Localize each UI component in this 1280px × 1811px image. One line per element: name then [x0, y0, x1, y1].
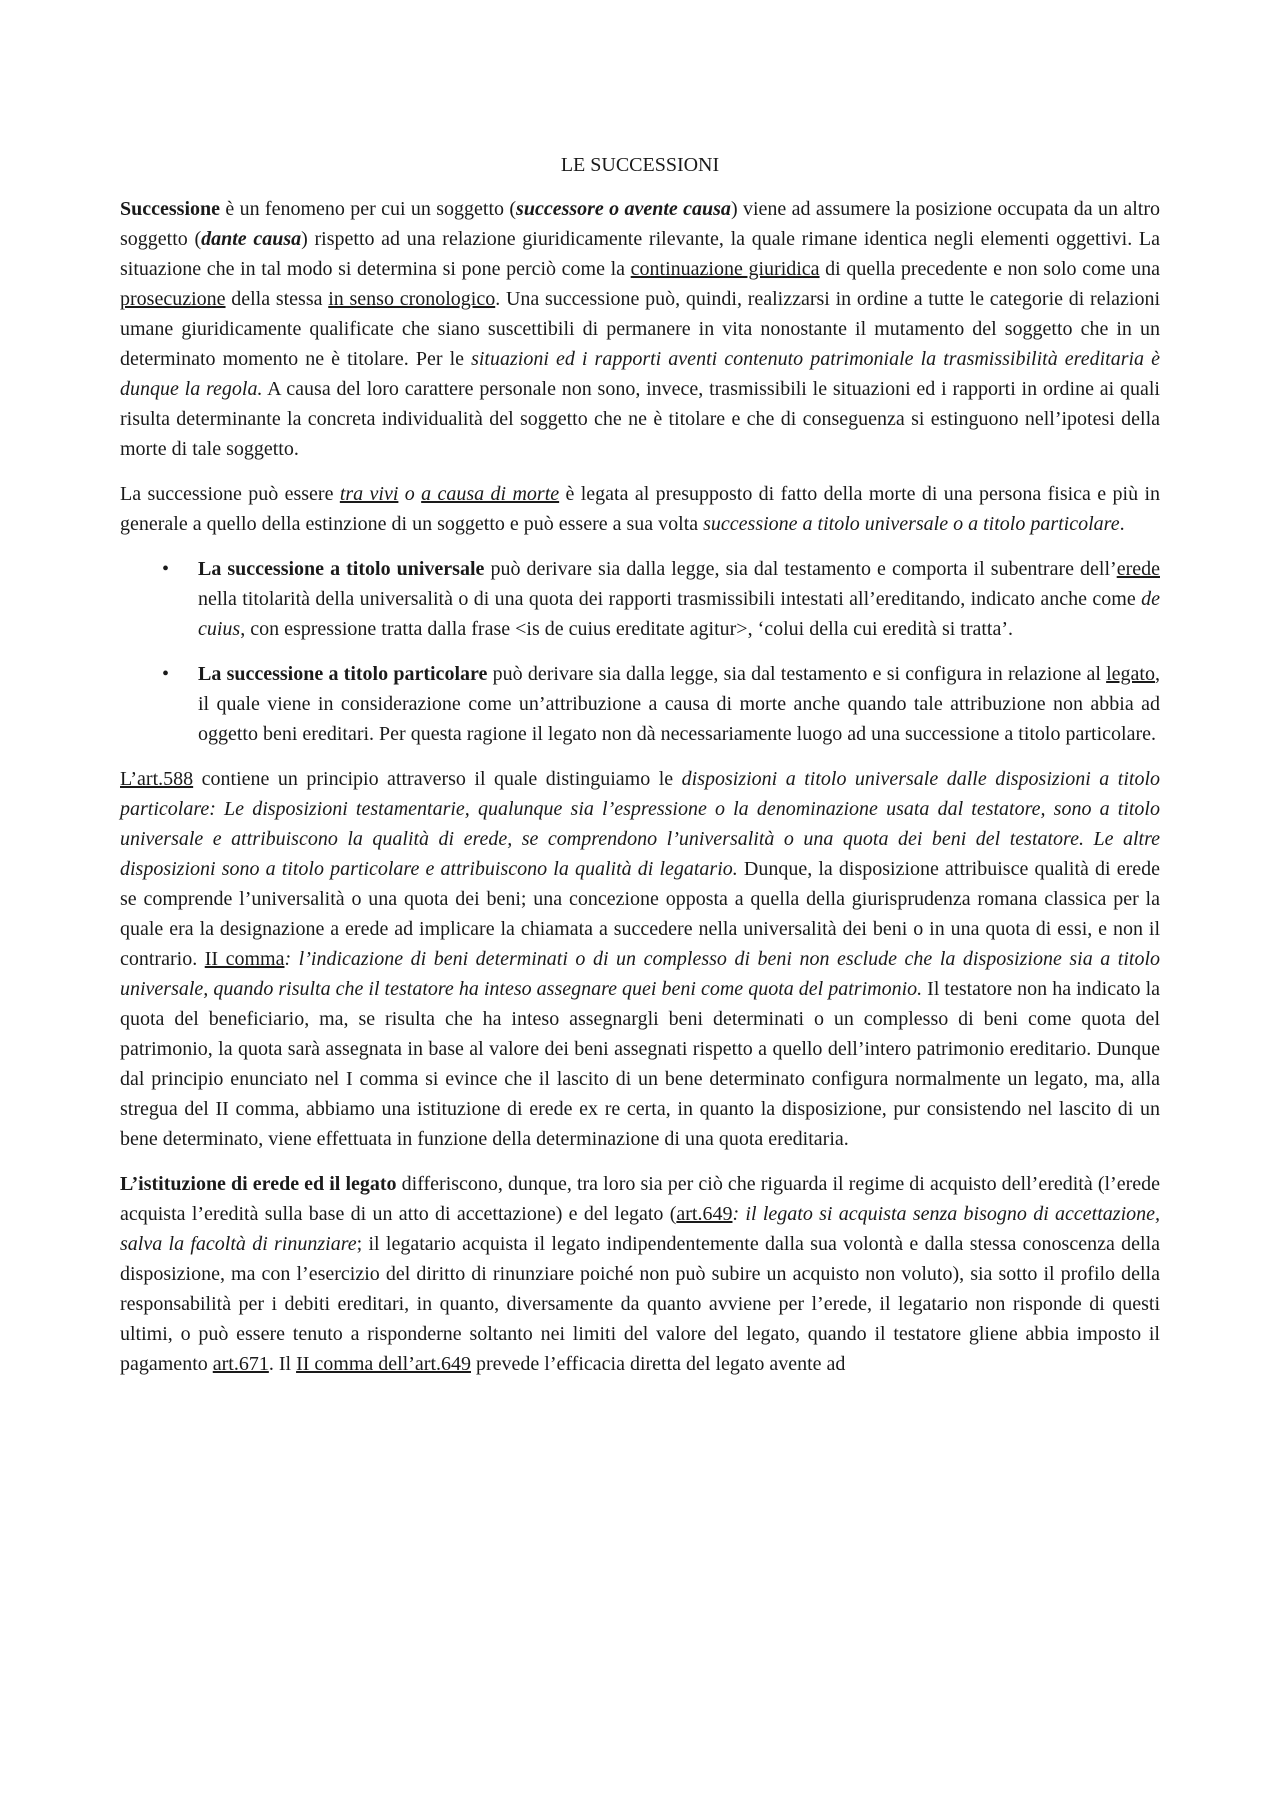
text: , il quale viene in considerazione come un’attribuzione a causa di morte anche quando tale attribuzione non abbia ad oggetto beni ereditari. Per questa ragione il legato non dà necessariamente luogo ad una successione a titolo particolare.	[198, 663, 1160, 745]
underlined-art-649: art.649	[676, 1203, 733, 1225]
underlined-tra-vivi: tra vivi	[339, 483, 399, 505]
underlined-ii-comma-art-649: II comma dell’art.649	[296, 1353, 471, 1375]
text: La successione può essere	[120, 483, 340, 505]
bullet-list	[120, 554, 1160, 749]
term-istituzione-erede: L’istituzione di erede ed il legato	[120, 1173, 397, 1195]
text: è legata al presupposto di fatto della morte di una persona fisica e più in generale a quello della estinzione di un soggetto e può essere a sua volta	[120, 483, 1160, 535]
list-item	[120, 659, 1160, 749]
text: ) rispetto ad una relazione giuridicamente rilevante, la quale rimane identica negli elementi oggettivi. La situazione che in tal modo si determina si pone perciò come la	[120, 228, 1160, 280]
text: della stessa	[225, 288, 329, 310]
page-title: LE SUCCESSIONI	[560, 154, 720, 176]
paragraph-art-588	[120, 764, 1160, 1154]
underlined-causa-di-morte: a causa di morte	[421, 483, 560, 505]
paragraph-successione-definition	[120, 194, 1160, 464]
text: ) viene ad assumere la posizione occupata da un altro soggetto (	[120, 198, 1160, 250]
text: Il testatore non ha indicato la quota del beneficiario, ma, se risulta che ha inteso assegnargli beni determinati o un complesso di beni come quota del patrimonio, la quota sarà assegnata in base al valore dei beni assegnati rispetto a quello dell’intero patrimonio ereditario. Dunque dal principio enunciato nel I comma si evince che il lascito di un bene determinato configura normalmente un legato, ma, alla stregua del II comma, abbiamo una istituzione di erede ex re certa, in quanto la disposizione, pur consistendo nel lascito di un bene determinato, viene effettuata in funzione della determinazione di una quota ereditaria.	[120, 978, 1160, 1150]
italic-de-cuius: de cuius	[198, 588, 1160, 640]
document-page	[120, 150, 1160, 1394]
italic-successione-titolo: successione a titolo universale o a titolo particolare	[703, 513, 1120, 535]
text: nella titolarità della universalità o di una quota dei rapporti trasmissibili intestati all’ereditando, indicato anche come	[198, 588, 1142, 610]
underlined-ii-comma: II comma	[204, 948, 285, 970]
text: può derivare sia dalla legge, sia dal testamento e si configura in relazione al	[487, 663, 1107, 685]
bullet-icon: •	[162, 558, 170, 580]
text: differiscono, dunque, tra loro sia per ciò che riguarda il regime di acquisto dell’eredità (l’erede acquista l’eredità sulla base di un atto di accettazione) e del legato (	[120, 1173, 1160, 1225]
text: A causa del loro carattere personale non sono, invece, trasmissibili le situazioni ed i rapporti in ordine ai quali risulta determinante la concreta individualità del soggetto che ne è titolare e che di conseguenza si estinguono nell’ipotesi della morte di tale soggetto.	[120, 378, 1160, 460]
text: può derivare sia dalla legge, sia dal testamento e comporta il subentrare dell’	[484, 558, 1117, 580]
text: di quella precedente e non solo come una	[819, 258, 1160, 280]
term-titolo-universale: La successione a titolo universale	[198, 558, 485, 580]
text: ; il legatario acquista il legato indipendentemente dalla sua volontà e dalla stessa conoscenza della disposizione, ma con l’esercizio del diritto di rinunziare poiché non può subire un acquisto non voluto), sia sotto il profilo della responsabilità per i debiti ereditari, in quanto, diversamente da quanto avviene per l’erede, il legatario non risponde di questi ultimi, o può essere tenuto a risponderne soltanto nei limiti del valore del legato, quando il testatore gliene abbia imposto il pagamento	[120, 1233, 1161, 1375]
text: .	[1119, 513, 1125, 535]
italic-art-649-quote: : il legato si acquista senza bisogno di accettazione, salva la facoltà di rinunziare	[120, 1203, 1160, 1255]
underlined-continuazione: continuazione giuridica	[630, 258, 820, 280]
text: contiene un principio attraverso il quale distinguiamo le	[193, 768, 682, 790]
paragraph-tipi-successione	[120, 479, 1160, 539]
text: Dunque, la disposizione attribuisce qualità di erede se comprende l’universalità o una quota dei beni; una concezione opposta a quella della giurisprudenza romana classica per la quale era la designazione a erede ad implicare la chiamata a succedere nella universalità dei beni o in una quota di essi, e non il contrario.	[120, 858, 1160, 970]
underlined-prosecuzione: prosecuzione	[120, 288, 226, 310]
italic-ii-comma-quote: : l’indicazione di beni determinati o di un complesso di beni non esclude che la disposizione sia a titolo universale, quando risulta che il testatore ha inteso assegnare quei beni come quota del patrimonio.	[120, 948, 1161, 1000]
underlined-art-588: L’art.588	[120, 768, 194, 790]
list-item	[120, 554, 1160, 644]
term-dante-causa: dante causa	[201, 228, 302, 250]
underlined-senso-cronologico: in senso cronologico	[328, 288, 496, 310]
term-successione: Successione	[120, 198, 220, 220]
underlined-erede: erede	[1116, 558, 1160, 580]
bullet-icon: •	[162, 663, 170, 685]
underlined-legato: legato	[1106, 663, 1155, 685]
text: è un fenomeno per cui un soggetto (	[220, 198, 517, 220]
italic-o: o	[404, 483, 415, 505]
underlined-art-671: art.671	[212, 1353, 269, 1375]
term-successore: successore o avente causa	[516, 198, 731, 220]
text: , con espressione tratta dalla frase <is de cuius ereditate agitur>, ‘colui della cui eredità si tratta’.	[240, 618, 1014, 640]
italic-art-588-quote: disposizioni a titolo universale dalle disposizioni a titolo particolare: Le disposizioni testamentarie, qualunque sia l’espressione o la denominazione usata dal testatore, sono a titolo universale e attribuiscono la qualità di erede, se comprendono l’universalità o una quota dei beni del testatore. Le altre disposizioni sono a titolo particolare e attribuiscono la qualità di legatario.	[120, 768, 1160, 880]
paragraph-istituzione-erede	[120, 1169, 1160, 1379]
text: prevede l’efficacia diretta del legato avente ad	[471, 1353, 846, 1375]
text: . Il	[268, 1353, 297, 1375]
italic-trasmissibilita: situazioni ed i rapporti aventi contenuto patrimoniale la trasmissibilità ereditaria è dunque la regola.	[120, 348, 1160, 400]
text: . Una successione può, quindi, realizzarsi in ordine a tutte le categorie di relazioni umane giuridicamente qualificate che siano suscettibili di permanere in vita nonostante il mutamento del soggetto che in un determinato momento ne è titolare. Per le	[120, 288, 1160, 370]
term-titolo-particolare: La successione a titolo particolare	[198, 663, 488, 685]
